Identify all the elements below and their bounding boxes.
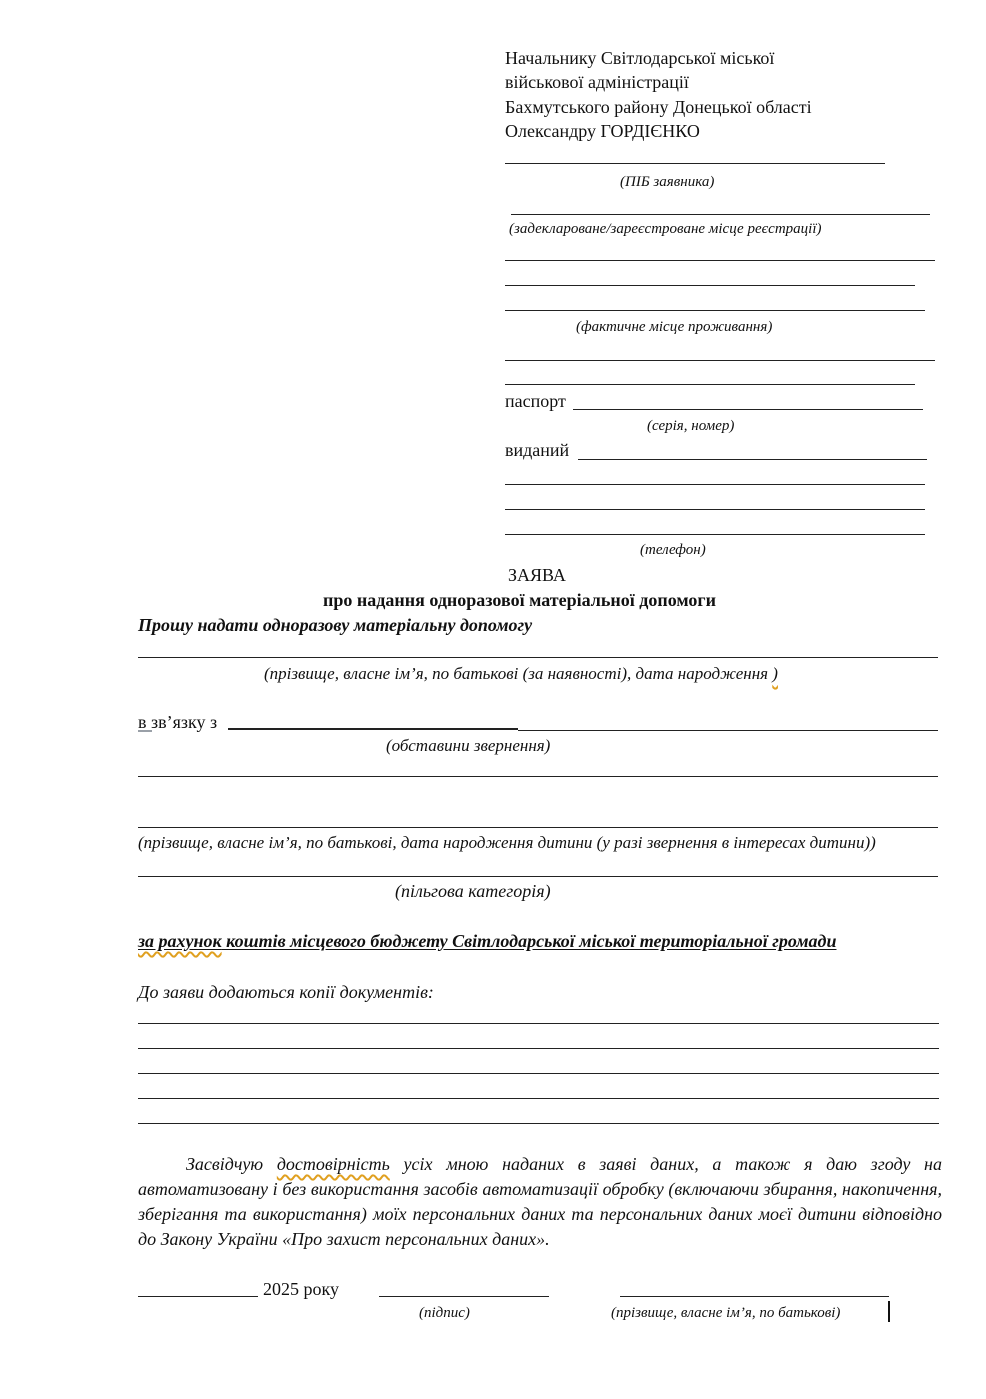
phone-caption: (телефон): [640, 542, 706, 558]
passport-label: паспорт: [505, 391, 566, 411]
request-text: Прошу надати одноразову матеріальну допомогу: [138, 615, 533, 635]
document-title: ЗАЯВА: [508, 565, 566, 585]
residence-line-1[interactable]: [505, 360, 935, 361]
date-line[interactable]: [138, 1296, 258, 1297]
issued-line[interactable]: [578, 459, 927, 460]
consent-post: усіх мною наданих в заяві даних, а також я даю згоду на автоматизовану і без використання засобів автоматизації обробку (включаючи збирання, накопичення, зберігання та використання) моїх персональних даних та персональних даних моєї дитини відповідно до Закону України «Про захист персональних даних».: [138, 1154, 942, 1249]
residence-line-2[interactable]: [505, 384, 915, 385]
person-line[interactable]: [138, 657, 938, 658]
person-caption: [264, 663, 778, 684]
attachments-line-1[interactable]: [138, 1023, 939, 1024]
child-caption: (прізвище, власне ім’я, по батькові, дата народження дитини (у разі звернення в інтересах дитини)): [138, 833, 876, 852]
passport-line[interactable]: [573, 409, 923, 410]
consent-paragraph: [138, 1152, 942, 1252]
consent-highlight: достовірність: [276, 1154, 390, 1174]
attachments-label: До заяви додаються копії документів:: [138, 982, 434, 1002]
addressee-name: Олександру ГОРДІЄНКО: [505, 121, 700, 141]
applicant-name-line[interactable]: [505, 163, 885, 164]
registration-line-2[interactable]: [505, 260, 935, 261]
passport-caption: (серія, номер): [647, 418, 735, 434]
budget-source-part2: коштів місцевого бюджету Світлодарської міської територіальної громади: [221, 931, 837, 951]
person-caption-text: (прізвище, власне ім’я, по батькові (за наявності), дата народження: [264, 664, 773, 683]
phone-line[interactable]: [505, 534, 925, 535]
reason-line-2[interactable]: [138, 776, 938, 777]
person-caption-paren: ): [772, 664, 778, 683]
addressee-line-3: Бахмутського району Донецької області: [505, 97, 812, 117]
document-subtitle: про надання одноразової матеріальної допомоги: [323, 590, 716, 610]
reason-caption: (обставини звернення): [386, 736, 551, 755]
full-name-caption: (прізвище, власне ім’я, по батькові): [611, 1305, 841, 1321]
benefit-line[interactable]: [138, 876, 938, 877]
reason-line-bold[interactable]: [228, 728, 518, 730]
attachments-line-4[interactable]: [138, 1098, 939, 1099]
consent-pre: Засвідчую: [186, 1154, 277, 1174]
budget-source-part1: за рахунок: [138, 931, 222, 951]
registration-line-4[interactable]: [505, 310, 925, 311]
reason-line[interactable]: [518, 730, 938, 731]
signature-line[interactable]: [379, 1296, 549, 1297]
registration-line-3[interactable]: [505, 285, 915, 286]
reason-label-mark: [138, 730, 152, 732]
text-cursor: [888, 1301, 890, 1322]
reason-label: в зв’язку з: [138, 712, 218, 732]
registration-line[interactable]: [511, 214, 930, 215]
residence-caption: (фактичне місце проживання): [576, 319, 773, 335]
addressee-line-1: Начальнику Світлодарської міської: [505, 48, 775, 68]
benefit-caption: (пільгова категорія): [395, 881, 551, 901]
attachments-line-2[interactable]: [138, 1048, 939, 1049]
signature-caption: (підпис): [419, 1305, 470, 1321]
issued-label: виданий: [505, 440, 570, 460]
attachments-line-5[interactable]: [138, 1123, 939, 1124]
attachments-line-3[interactable]: [138, 1073, 939, 1074]
budget-source: [138, 930, 836, 952]
child-line[interactable]: [138, 827, 938, 828]
applicant-name-caption: (ПІБ заявника): [620, 174, 715, 190]
issued-line-2[interactable]: [505, 484, 925, 485]
issued-line-3[interactable]: [505, 509, 925, 510]
registration-caption: (задекларoване/зареєстроване місце реєстрації): [509, 221, 822, 237]
year-text: 2025 року: [263, 1279, 339, 1299]
full-name-line[interactable]: [620, 1296, 889, 1297]
addressee-line-2: військової адміністрації: [505, 72, 689, 92]
